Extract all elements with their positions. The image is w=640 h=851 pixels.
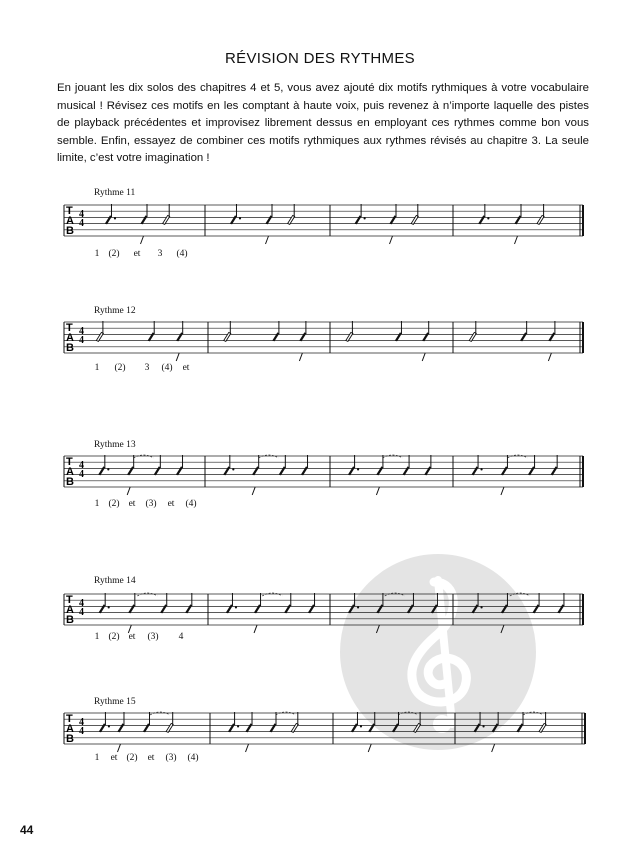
tab-letter: T	[66, 594, 73, 606]
half-slash-note	[414, 723, 421, 732]
slash-note	[392, 723, 399, 732]
slash-note	[474, 723, 481, 732]
time-signature-digit: 4	[79, 218, 84, 229]
tab-letter: A	[66, 604, 74, 616]
stem-flag	[492, 744, 495, 752]
dot	[482, 725, 484, 727]
tab-letter: T	[66, 322, 73, 334]
time-signature-digit: 4	[79, 717, 84, 728]
dot	[237, 725, 239, 727]
count-label: (4)	[187, 753, 199, 763]
count-label: 3	[157, 249, 163, 259]
tie-mark	[150, 712, 170, 715]
slash-note	[246, 723, 253, 732]
slash-note	[99, 723, 106, 732]
tab-letter: T	[66, 456, 73, 468]
slash-note	[228, 723, 235, 732]
intro-paragraph: En jouant les dix solos des chapitres 4 et 5, vous avez ajouté dix motifs rythmiques à votre vocabulaire musical ! Révisez ces motifs en les comptant à haute voix, puis revenez à n’importe laquelle des pistes de playback précédentes et improvisez librement dessus en employant ces rythmes comme bon vous semble. Enfin, essayez de combiner ces motifs rythmiques aux rythmes révisés au chapitre 3. La seule limite, c’est votre imagination !	[57, 82, 589, 165]
tie-mark	[398, 712, 418, 715]
counting-row	[0, 753, 640, 765]
stem-flag	[368, 744, 371, 752]
slash-note	[351, 723, 358, 732]
time-signature-digit: 4	[79, 460, 84, 471]
count-label: (3)	[145, 499, 157, 509]
stem-flag	[246, 744, 249, 752]
rhythm-label: Rythme 13	[94, 440, 136, 450]
dot	[108, 725, 110, 727]
time-signature-digit: 4	[79, 209, 84, 220]
count-label: et	[167, 499, 175, 509]
count-label: 4	[178, 632, 184, 642]
count-label: 1	[94, 499, 100, 509]
slash-note	[492, 723, 499, 732]
count-label: et	[128, 499, 136, 509]
tab-letter: T	[66, 713, 73, 725]
count-label: (2)	[114, 363, 126, 373]
half-slash-note	[291, 723, 298, 732]
time-signature-digit: 4	[79, 326, 84, 337]
count-label: 1	[94, 363, 100, 373]
tab-letter: B	[66, 733, 74, 745]
time-signature-digit: 4	[79, 726, 84, 737]
slash-note	[368, 723, 375, 732]
dot	[360, 725, 362, 727]
count-label: 1	[94, 249, 100, 259]
page-title: RÉVISION DES RYTHMES	[225, 50, 415, 67]
count-label: (2)	[108, 632, 120, 642]
count-label: et	[182, 363, 190, 373]
tab-letter: B	[66, 476, 74, 488]
tab-letter: B	[66, 225, 74, 237]
count-label: et	[128, 632, 136, 642]
tab-letter: A	[66, 215, 74, 227]
time-signature-digit: 4	[79, 335, 84, 346]
slash-note	[143, 723, 150, 732]
stem-flag	[117, 744, 120, 752]
tab-letter: A	[66, 332, 74, 344]
count-label: (4)	[185, 499, 197, 509]
tie-mark	[276, 712, 296, 715]
half-slash-note	[166, 723, 173, 732]
rhythm-label: Rythme 14	[94, 576, 136, 586]
time-signature-digit: 4	[79, 469, 84, 480]
time-signature-digit: 4	[79, 598, 84, 609]
tab-letter: T	[66, 205, 73, 217]
count-label: 3	[144, 363, 150, 373]
rhythm-label: Rythme 15	[94, 697, 136, 707]
tab-letter: A	[66, 466, 74, 478]
tab-letter: A	[66, 723, 74, 735]
count-label: (3)	[147, 632, 159, 642]
count-label: et	[147, 753, 155, 763]
count-label: (4)	[176, 249, 188, 259]
count-label: 1	[94, 753, 100, 763]
half-slash-note	[539, 723, 546, 732]
tab-letter: B	[66, 342, 74, 354]
count-label: (2)	[126, 753, 138, 763]
tie-mark	[523, 712, 543, 715]
count-label: (2)	[108, 499, 120, 509]
slash-note	[117, 723, 124, 732]
time-signature-digit: 4	[79, 607, 84, 618]
rhythm-label: Rythme 12	[94, 306, 136, 316]
count-label: et	[110, 753, 118, 763]
slash-note	[270, 723, 277, 732]
count-label: et	[133, 249, 141, 259]
slash-note	[517, 723, 524, 732]
count-label: (4)	[161, 363, 173, 373]
tab-letter: B	[66, 614, 74, 626]
page-number: 44	[20, 823, 34, 837]
count-label: (2)	[108, 249, 120, 259]
count-label: 1	[94, 632, 100, 642]
rhythm-label: Rythme 11	[94, 188, 136, 198]
count-label: (3)	[165, 753, 177, 763]
